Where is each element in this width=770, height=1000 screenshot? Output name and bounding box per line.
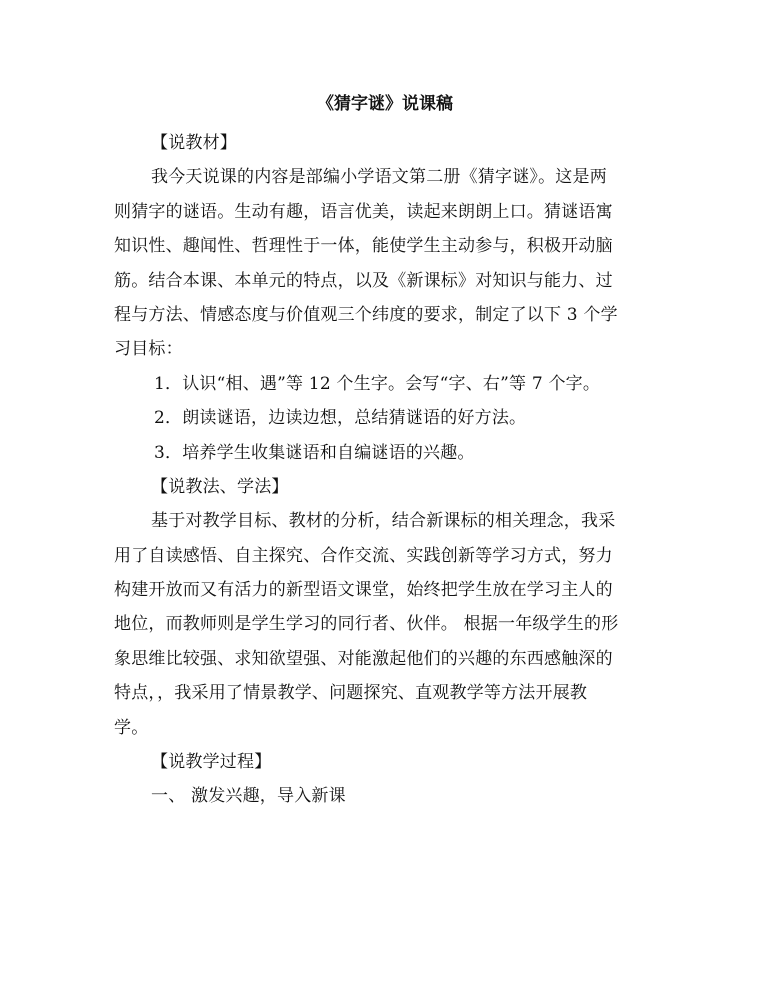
paragraph-line: 则猜字的谜语。生动有趣，语言优美，读起来朗朗上口。猜谜语寓 [114,201,613,222]
paragraph-line: 学。 [114,717,149,738]
step-heading-1: 一、 激发兴趣，导入新课 [151,786,346,807]
document-title: 《猜字谜》说课稿 [317,94,453,114]
goal-item-2: 2．朗读谜语，边读边想，总结猜谜语的好方法。 [154,408,527,429]
goal-item-1: 1．认识“相、遇”等 12 个生字。会写“字、右”等 7 个字。 [154,373,601,394]
paragraph-line: 地位，而教师则是学生学习的同行者、伙伴。 根据一年级学生的形 [114,614,619,635]
paragraph-line: 构建开放而又有活力的新型语文课堂，始终把学生放在学习主人的 [114,580,613,601]
paragraph-line: 知识性、趣闻性、哲理性于一体，能使学生主动参与，积极开动脑 [114,236,613,257]
paragraph-line: 筋。结合本课、本单元的特点，以及《新课标》对知识与能力、过 [114,270,613,291]
section-heading-process: 【说教学过程】 [151,752,272,773]
paragraph-line: 我今天说课的内容是部编小学语文第二册《猜字谜》。这是两 [151,167,607,188]
section-heading-methods: 【说教法、学法】 [151,476,289,497]
paragraph-line: 基于对教学目标、教材的分析，结合新课标的相关理念，我采 [151,511,616,532]
goal-item-3: 3．培养学生收集谜语和自编谜语的兴趣。 [154,442,475,463]
paragraph-line: 象思维比较强、求知欲望强、对能激起他们的兴趣的东西感触深的 [114,648,613,669]
section-heading-textbook: 【说教材】 [151,133,237,153]
document-body [114,126,659,814]
paragraph-line: 特点，，我采用了情景教学、问题探究、直观教学等方法开展教 [114,683,588,704]
paragraph-line: 习目标： [114,339,183,360]
paragraph-line: 用了自读感悟、自主探究、合作交流、实践创新等学习方式，努力 [114,545,613,566]
paragraph-line: 程与方法、情感态度与价值观三个纬度的要求，制定了以下 3 个学 [114,304,618,325]
